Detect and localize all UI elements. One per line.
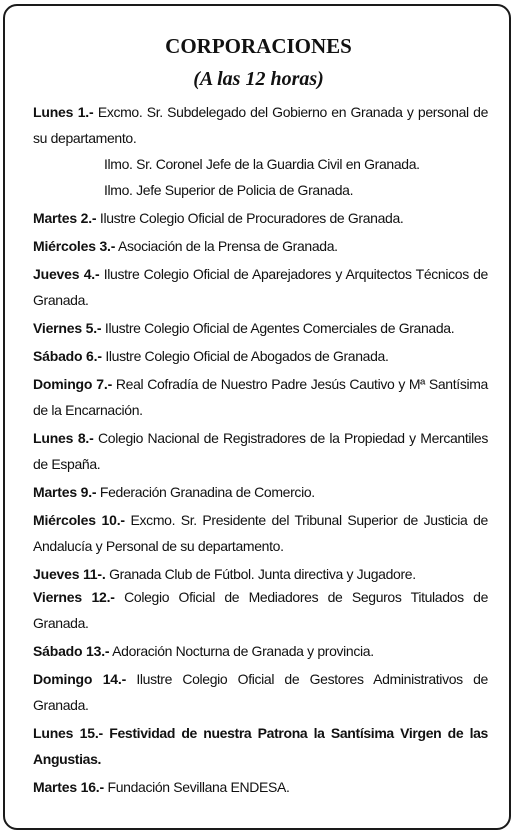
schedule-entry xyxy=(33,666,488,718)
entry-text: Ilustre Colegio Oficial de Gestores Administrativos de Granada. xyxy=(33,671,488,713)
schedule-entry xyxy=(33,343,488,369)
schedule-entry xyxy=(33,584,488,636)
entry-text: Excmo. Sr. Subdelegado del Gobierno en Granada y personal de su departamento. xyxy=(33,104,489,146)
schedule-entry xyxy=(33,720,488,772)
entry-day: Miércoles 10.- xyxy=(33,512,125,528)
entry-day: Domingo 7.- xyxy=(33,376,113,392)
entry-day: Domingo 14.- xyxy=(33,671,127,687)
entry-text: Colegio Nacional de Registradores de la Propiedad y Mercantiles de España. xyxy=(33,430,489,472)
schedule-entry xyxy=(33,205,488,231)
schedule-entry xyxy=(33,261,488,313)
schedule-entry xyxy=(33,425,488,477)
entry-text: Ilustre Colegio Oficial de Procuradores de Granada. xyxy=(99,210,404,226)
schedule-entry xyxy=(33,774,488,800)
entry-text: Fundación Sevillana ENDESA. xyxy=(107,779,290,795)
entry-text: Ilustre Colegio Oficial de Abogados de Granada. xyxy=(105,348,389,364)
page-subtitle: (A las 12 horas) xyxy=(193,68,324,90)
entry-day: Martes 9.- xyxy=(33,484,97,500)
entry-day: Lunes 8.- xyxy=(33,430,94,446)
entry-text: Granada Club de Fútbol. Junta directiva y Jugadore. xyxy=(109,566,416,582)
entry-day: Miércoles 3.- xyxy=(33,238,116,254)
schedule-entry xyxy=(33,638,488,664)
schedule-entry xyxy=(33,507,488,559)
entry-text: Ilustre Colegio Oficial de Agentes Comerciales de Granada. xyxy=(104,320,455,336)
entry-text: Ilustre Colegio Oficial de Aparejadores y Arquitectos Técnicos de Granada. xyxy=(33,266,488,308)
entry-text: Real Cofradía de Nuestro Padre Jesús Cautivo y Mª Santísima de la Encarnación. xyxy=(33,376,488,418)
entry-day: Sábado 6.- xyxy=(33,348,102,364)
entry-text: Ilmo. Jefe Superior de Policia de Granada. xyxy=(104,182,354,198)
entry-text: Colegio Oficial de Mediadores de Seguros Titulados de Granada. xyxy=(33,589,489,631)
entry-text: Festividad de nuestra Patrona la Santísima Virgen de las Angustias. xyxy=(33,725,488,767)
schedule-entry xyxy=(33,99,488,151)
entry-day: Lunes 15.- xyxy=(33,725,103,741)
schedule-entry xyxy=(33,151,488,177)
entry-day: Sábado 13.- xyxy=(33,643,110,659)
entry-day: Viernes 5.- xyxy=(33,320,102,336)
entry-text: Adoración Nocturna de Granada y provincia. xyxy=(112,643,374,659)
page-title: CORPORACIONES xyxy=(165,34,352,58)
entry-day: Martes 2.- xyxy=(33,210,97,226)
entry-text: Asociación de la Prensa de Granada. xyxy=(118,238,338,254)
schedule-entry xyxy=(33,177,488,203)
entry-day: Lunes 1.- xyxy=(33,104,94,120)
entry-day: Martes 16.- xyxy=(33,779,104,795)
schedule-entry xyxy=(33,315,488,341)
entry-day: Jueves 4.- xyxy=(33,266,100,282)
schedule-entry xyxy=(33,371,488,423)
schedule-entry xyxy=(33,233,488,259)
schedule-list xyxy=(33,99,488,800)
schedule-entry xyxy=(33,479,488,505)
entry-text: Ilmo. Sr. Coronel Jefe de la Guardia Civil en Granada. xyxy=(104,156,420,172)
entry-day: Viernes 12.- xyxy=(33,589,115,605)
entry-text: Federación Granadina de Comercio. xyxy=(99,484,315,500)
entry-day: Jueves 11-. xyxy=(33,566,106,582)
entry-text: Excmo. Sr. Presidente del Tribunal Superior de Justicia de Andalucía y Personal de su departamento. xyxy=(33,512,488,554)
